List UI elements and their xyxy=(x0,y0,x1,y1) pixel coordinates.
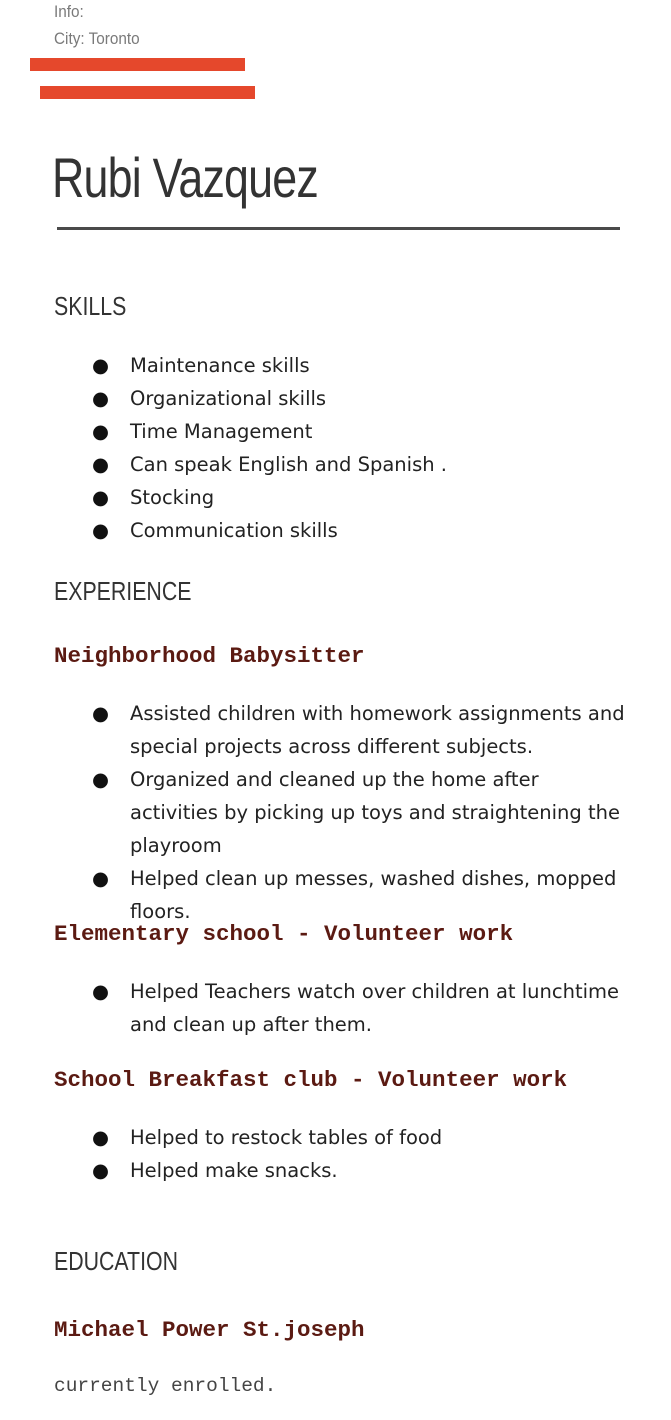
bullet-icon: ● xyxy=(92,1159,110,1182)
job-bullet-text: Assisted children with homework assignments and special projects across different subjects. xyxy=(130,702,625,758)
bullet-icon: ● xyxy=(92,453,110,476)
list-item xyxy=(0,975,630,1041)
redaction-bar xyxy=(30,58,245,71)
list-item xyxy=(0,382,630,415)
bullet-icon: ● xyxy=(92,486,110,509)
list-item xyxy=(0,349,630,382)
bullet-icon: ● xyxy=(92,354,110,377)
education-heading: EDUCATION xyxy=(54,1246,178,1276)
bullet-icon: ● xyxy=(92,1126,110,1149)
bullet-icon: ● xyxy=(92,519,110,542)
list-item xyxy=(0,862,630,928)
bullet-icon: ● xyxy=(92,420,110,443)
list-item xyxy=(0,448,630,481)
list-item xyxy=(0,415,630,448)
job-bullets xyxy=(0,1121,630,1187)
school-name: Michael Power St.joseph xyxy=(54,1317,365,1343)
list-item xyxy=(0,1121,630,1154)
list-item xyxy=(0,697,630,763)
skill-text: Stocking xyxy=(130,486,215,509)
skills-list xyxy=(0,349,630,547)
bullet-icon: ● xyxy=(92,867,110,890)
job-bullet-text: Helped clean up messes, washed dishes, mopped floors. xyxy=(130,867,617,923)
job-bullet-text: Helped Teachers watch over children at lunchtime and clean up after them. xyxy=(130,980,620,1036)
bullet-icon: ● xyxy=(92,387,110,410)
job-bullet-text: Helped make snacks. xyxy=(130,1159,338,1182)
skill-text: Maintenance skills xyxy=(130,354,310,377)
bullet-icon: ● xyxy=(92,768,110,791)
list-item xyxy=(0,481,630,514)
city-line: City: Toronto xyxy=(54,29,140,48)
skill-text: Organizational skills xyxy=(130,387,327,410)
bullet-icon: ● xyxy=(92,980,110,1003)
skill-text: Time Management xyxy=(130,420,313,443)
info-label: Info: xyxy=(54,2,84,21)
job-title: Elementary school - Volunteer work xyxy=(54,921,514,947)
job-bullets xyxy=(0,697,630,928)
name-divider xyxy=(57,227,620,230)
job-title: School Breakfast club - Volunteer work xyxy=(54,1067,568,1093)
job-bullet-text: Helped to restock tables of food xyxy=(130,1126,443,1149)
list-item xyxy=(0,763,630,862)
bullet-icon: ● xyxy=(92,702,110,725)
enrollment-status: currently enrolled. xyxy=(54,1375,277,1397)
skill-text: Can speak English and Spanish . xyxy=(130,453,447,476)
job-bullets xyxy=(0,975,630,1041)
redaction-bar xyxy=(40,86,255,99)
skill-text: Communication skills xyxy=(130,519,338,542)
list-item xyxy=(0,514,630,547)
job-bullet-text: Organized and cleaned up the home after activities by picking up toys and straightening the playroom xyxy=(130,768,620,857)
resume-name: Rubi Vazquez xyxy=(52,146,319,209)
skills-heading: SKILLS xyxy=(54,291,127,321)
experience-heading: EXPERIENCE xyxy=(54,576,192,606)
job-title: Neighborhood Babysitter xyxy=(54,643,365,669)
list-item xyxy=(0,1154,630,1187)
